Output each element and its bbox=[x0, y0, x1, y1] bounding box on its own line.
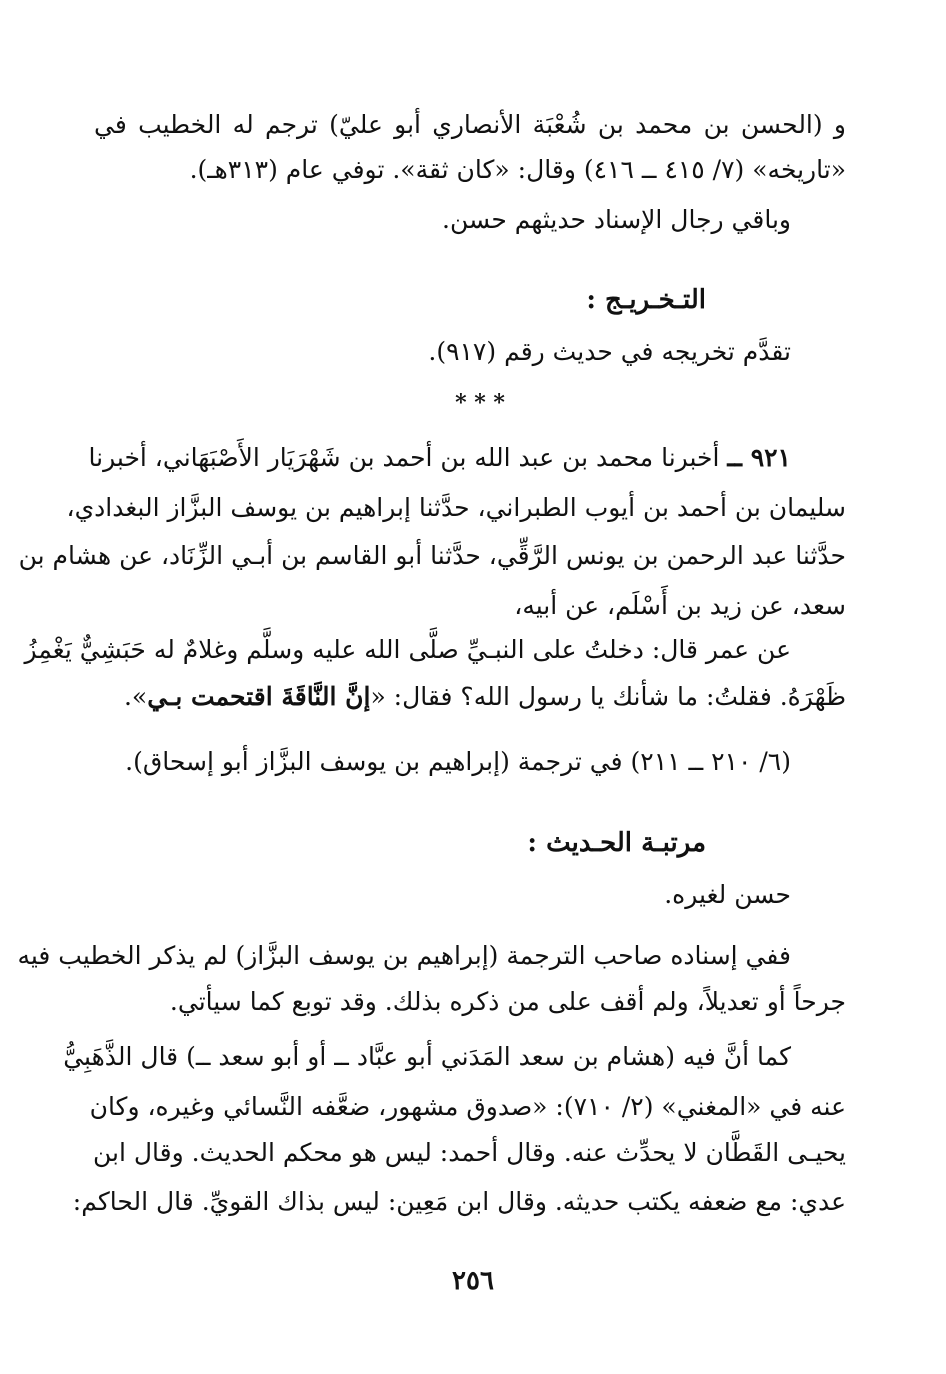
hadith-line bbox=[88, 441, 791, 475]
text-line: ففي إسناده صاحب الترجمة (إبراهيم بن يوسف البزَّاز) لم يذكر الخطيب فيه bbox=[17, 941, 791, 970]
matn-quote: إنَّ النَّاقَةَ اقتحمت بـي bbox=[147, 682, 371, 711]
hadith-grade: حسن لغيره. bbox=[664, 880, 791, 909]
section-heading-rutba: مرتبـة الحـديث : bbox=[527, 828, 706, 858]
hadith-matn-line: عن عمر قال: دخلتُ على النبـيِّ صلَّى الله عليه وسلَّم وغلامٌ له حَبَشِيٌّ يَغْمِزُ bbox=[24, 635, 791, 664]
text-line: جرحاً أو تعديلاً، ولم أقف على من ذكره بذلك. وقد توبع كما سيأتي. bbox=[169, 987, 846, 1016]
separator-stars: * * * bbox=[455, 390, 505, 416]
takhrij-text: تقدَّم تخريجه في حديث رقم (٩١٧). bbox=[428, 337, 791, 366]
matn-text: ظَهْرَهُ. فقلتُ: ما شأنك يا رسول الله؟ فقال: « bbox=[370, 682, 846, 711]
hadith-number: ٩٢١ ــ bbox=[727, 443, 791, 472]
hadith-line: سعد، عن زيد بن أَسْلَم، عن أبيه، bbox=[514, 591, 846, 620]
hadith-isnad-start: أخبرنا محمد بن عبد الله بن أحمد بن شَهْرَيَار الأَصْبَهَاني، أخبرنا bbox=[88, 443, 720, 472]
text-line: عنه في «المغني» (٢/ ٧١٠): «صدوق مشهور، ضعَّفه النَّسائي وغيره، وكان bbox=[89, 1092, 846, 1121]
section-heading-takhrij: التـخـريـج : bbox=[586, 285, 706, 315]
text-line: كما أنَّ فيه (هشام بن سعد المَدَني أبو عبَّاد ــ أو أبو سعد ــ) قال الذَّهَبِيُّ bbox=[63, 1042, 791, 1071]
text-line: «تاريخه» (٧/ ٤١٥ ــ ٤١٦) وقال: «كان ثقة». توفي عام (٣١٣هـ). bbox=[189, 155, 846, 184]
text-line: و (الحسن بن محمد بن شُعْبَة الأنصاري أبو عليّ) ترجم له الخطيب في bbox=[94, 110, 846, 139]
hadith-line: حدَّثنا عبد الرحمن بن يونس الرَّقِّي، حدَّثنا أبو القاسم بن أبـي الزِّنَاد، عن هشام بن bbox=[18, 541, 846, 570]
text-line: وباقي رجال الإسناد حديثهم حسن. bbox=[442, 205, 791, 234]
hadith-source: (٦/ ٢١٠ ــ ٢١١) في ترجمة (إبراهيم بن يوسف البزَّاز أبو إسحاق). bbox=[125, 747, 791, 776]
hadith-line: سليمان بن أحمد بن أيوب الطبراني، حدَّثنا إبراهيم بن يوسف البزَّاز البغدادي، bbox=[66, 493, 846, 522]
text-line: يحيـى القَطَّان لا يحدِّث عنه. وقال أحمد: ليس هو محكم الحديث. وقال ابن bbox=[92, 1138, 846, 1167]
page-number: ٢٥٦ bbox=[452, 1266, 494, 1296]
matn-text-end: ». bbox=[123, 682, 148, 711]
text-line: عدي: مع ضعفه يكتب حديثه. وقال ابن مَعِين: ليس بذاك القويِّ. قال الحاكم: bbox=[72, 1187, 846, 1216]
hadith-matn-line bbox=[94, 680, 846, 714]
